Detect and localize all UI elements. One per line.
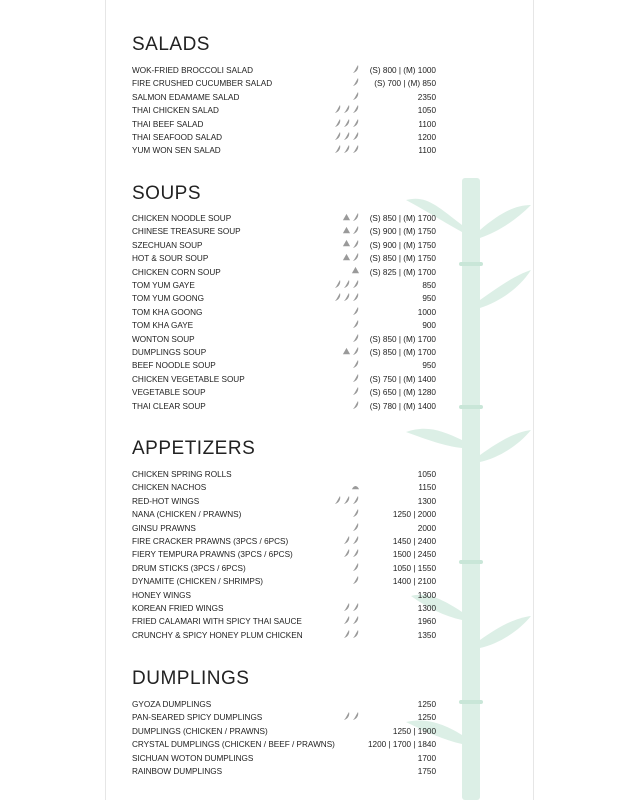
item-icons xyxy=(318,212,360,225)
egg-icon xyxy=(351,266,360,279)
menu-item xyxy=(132,386,436,399)
item-icons xyxy=(318,629,360,642)
item-name: WONTON SOUP xyxy=(132,334,195,344)
chili-icon xyxy=(343,548,351,562)
item-price: (S) 780 | (M) 1400 xyxy=(369,401,436,411)
item-icons xyxy=(318,698,360,711)
item-price: 1300 xyxy=(417,496,436,506)
chili-icon xyxy=(334,495,342,509)
menu-item xyxy=(132,535,436,548)
menu-item xyxy=(132,725,436,738)
item-icons xyxy=(318,373,360,386)
chili-icon xyxy=(352,225,360,239)
menu-item xyxy=(132,548,436,561)
item-name: CHICKEN VEGETABLE SOUP xyxy=(132,374,245,384)
item-name: CHICKEN SPRING ROLLS xyxy=(132,470,232,479)
section-title-salads: SALADS xyxy=(132,34,210,55)
item-price: 1250 | 2000 xyxy=(392,510,436,520)
menu-item xyxy=(132,346,436,359)
item-price: (S) 900 | (M) 1750 xyxy=(369,240,436,250)
item-price: 2000 xyxy=(417,523,436,533)
chili-icon xyxy=(352,319,360,333)
chili-icon xyxy=(352,346,360,360)
item-icons xyxy=(318,602,360,615)
menu-item xyxy=(132,104,436,117)
chili-icon xyxy=(334,279,342,293)
section-title-dumplings: DUMPLINGS xyxy=(132,668,250,689)
item-name: RED-HOT WINGS xyxy=(132,496,200,506)
chili-icon xyxy=(352,711,360,725)
item-price: 1500 | 2450 xyxy=(392,550,436,560)
item-icons xyxy=(318,615,360,628)
menu-item xyxy=(132,225,436,238)
item-price: 1250 xyxy=(417,713,436,723)
menu-item xyxy=(132,252,436,265)
chili-icon xyxy=(352,292,360,306)
item-name: CRUNCHY & SPICY HONEY PLUM CHICKEN xyxy=(132,630,303,640)
item-icons xyxy=(318,346,360,359)
item-name: FIRE CRUSHED CUCUMBER SALAD xyxy=(132,79,273,89)
chili-icon xyxy=(352,495,360,509)
item-icons xyxy=(318,400,360,413)
chili-icon xyxy=(334,131,342,145)
item-price: 950 xyxy=(422,294,436,304)
egg-icon xyxy=(342,226,351,239)
item-icons xyxy=(318,118,360,131)
item-name: FRIED CALAMARI WITH SPICY THAI SAUCE xyxy=(132,617,302,627)
menu-item xyxy=(132,589,436,602)
menu-item xyxy=(132,495,436,508)
item-price: (S) 750 | (M) 1400 xyxy=(369,374,436,384)
item-icons xyxy=(318,589,360,602)
item-icons xyxy=(318,252,360,265)
menu-item xyxy=(132,765,436,778)
menu-item xyxy=(132,711,436,724)
item-price: 1150 xyxy=(418,483,436,493)
menu-item xyxy=(132,239,436,252)
chili-icon xyxy=(343,629,351,643)
item-price: 1050 xyxy=(417,470,436,479)
item-name: HOT & SOUR SOUP xyxy=(132,254,209,264)
menu-item xyxy=(132,508,436,521)
item-name: CHICKEN NACHOS xyxy=(132,483,207,493)
item-name: VEGETABLE SOUP xyxy=(132,388,206,398)
item-name: TOM KHA GOONG xyxy=(132,307,203,317)
item-name: HONEY WINGS xyxy=(132,590,191,600)
item-icons xyxy=(318,752,360,765)
chili-icon xyxy=(352,212,360,226)
chili-icon xyxy=(352,575,360,589)
menu-item xyxy=(132,629,436,642)
item-name: TOM KHA GAYE xyxy=(132,321,194,331)
chili-icon xyxy=(352,400,360,414)
section-title-soups: SOUPS xyxy=(132,183,202,204)
item-price: (S) 850 | (M) 1700 xyxy=(369,334,436,344)
item-price: (S) 850 | (M) 1700 xyxy=(369,348,436,357)
item-name: DRUM STICKS (3PCS / 6PCS) xyxy=(132,563,246,573)
item-icons xyxy=(318,508,360,521)
item-price: 1750 xyxy=(417,767,436,776)
item-price: (S) 850 | (M) 1750 xyxy=(369,254,436,264)
item-price: 1700 xyxy=(417,753,436,763)
item-name: GYOZA DUMPLINGS xyxy=(132,700,212,709)
menu-item xyxy=(132,292,436,305)
menu-item xyxy=(132,522,436,535)
item-price: 1450 | 2400 xyxy=(392,537,436,546)
item-name: WOK-FRIED BROCCOLI SALAD xyxy=(132,66,254,75)
chili-icon xyxy=(352,602,360,616)
item-price: 1250 | 1900 xyxy=(392,726,436,736)
menu-item xyxy=(132,575,436,588)
chili-icon xyxy=(352,508,360,522)
item-name: GINSU PRAWNS xyxy=(132,523,196,533)
item-price: (S) 700 | (M) 850 xyxy=(374,79,436,89)
menu-item xyxy=(132,468,436,481)
chili-icon xyxy=(352,548,360,562)
item-price: (S) 850 | (M) 1700 xyxy=(369,214,436,223)
menu-item xyxy=(132,359,436,372)
chili-icon xyxy=(352,239,360,253)
item-name: TOM YUM GOONG xyxy=(132,294,205,304)
chili-icon xyxy=(343,144,351,158)
menu-item xyxy=(132,373,436,386)
item-icons xyxy=(318,91,360,104)
item-name: SICHUAN WOTON DUMPLINGS xyxy=(132,753,254,763)
chili-icon xyxy=(343,131,351,145)
egg-icon xyxy=(342,347,351,360)
item-price: 1400 | 2100 xyxy=(392,577,436,587)
cheese-icon xyxy=(351,482,360,495)
chili-icon xyxy=(352,386,360,400)
item-icons xyxy=(318,77,360,90)
menu-page xyxy=(105,0,534,800)
item-price: 1100 xyxy=(418,146,436,156)
chili-icon xyxy=(334,292,342,306)
menu-item xyxy=(132,698,436,711)
item-icons xyxy=(318,765,360,778)
item-icons xyxy=(318,225,360,238)
item-name: CRYSTAL DUMPLINGS (CHICKEN / BEEF / PRAWNS) xyxy=(132,740,335,750)
menu-item xyxy=(132,212,436,225)
item-name: THAI SEAFOOD SALAD xyxy=(132,133,223,142)
item-price: 1960 xyxy=(417,617,436,627)
chili-icon xyxy=(343,495,351,509)
item-name: PAN-SEARED SPICY DUMPLINGS xyxy=(132,713,263,723)
chili-icon xyxy=(352,118,360,132)
chili-icon xyxy=(352,629,360,643)
item-icons xyxy=(318,64,360,77)
menu-item xyxy=(132,77,436,90)
chili-icon xyxy=(352,333,360,347)
item-icons xyxy=(318,239,360,252)
chili-icon xyxy=(352,522,360,536)
chili-icon xyxy=(343,615,351,629)
chili-icon xyxy=(352,64,360,78)
menu-item xyxy=(132,562,436,575)
egg-icon xyxy=(342,213,351,226)
menu-item xyxy=(132,64,436,77)
item-name: CHINESE TREASURE SOUP xyxy=(132,227,241,237)
menu-item xyxy=(132,615,436,628)
menu-item xyxy=(132,333,436,346)
item-name: CHICKEN CORN SOUP xyxy=(132,267,221,277)
item-icons xyxy=(318,359,360,372)
menu-item xyxy=(132,752,436,765)
item-price: 1000 xyxy=(417,307,436,317)
chili-icon xyxy=(352,144,360,158)
item-price: 1250 xyxy=(417,700,436,709)
item-icons xyxy=(318,292,360,305)
item-price: 900 xyxy=(422,321,436,331)
item-icons xyxy=(318,711,360,724)
chili-icon xyxy=(352,562,360,576)
menu-item xyxy=(132,738,436,751)
item-name: TOM YUM GAYE xyxy=(132,281,195,290)
item-icons xyxy=(318,144,360,157)
item-price: (S) 825 | (M) 1700 xyxy=(369,267,436,277)
item-name: DUMPLINGS SOUP xyxy=(132,348,207,357)
item-icons xyxy=(318,131,360,144)
item-icons xyxy=(318,386,360,399)
item-icons xyxy=(318,279,360,292)
item-name: NANA (CHICKEN / PRAWNS) xyxy=(132,510,242,520)
chili-icon xyxy=(352,131,360,145)
chili-icon xyxy=(343,118,351,132)
item-name: FIERY TEMPURA PRAWNS (3PCS / 6PCS) xyxy=(132,550,293,560)
item-price: 1050 | 1550 xyxy=(392,563,436,573)
item-icons xyxy=(318,725,360,738)
chili-icon xyxy=(352,359,360,373)
item-icons xyxy=(318,575,360,588)
item-price: 850 xyxy=(422,281,436,290)
item-name: YUM WON SEN SALAD xyxy=(132,146,221,156)
chili-icon xyxy=(343,711,351,725)
chili-icon xyxy=(343,104,351,118)
chili-icon xyxy=(334,118,342,132)
chili-icon xyxy=(334,104,342,118)
item-price: 1200 xyxy=(417,133,436,142)
chili-icon xyxy=(352,535,360,549)
item-name: SALMON EDAMAME SALAD xyxy=(132,92,240,102)
item-icons xyxy=(318,468,360,481)
item-price: 1300 xyxy=(417,604,436,613)
item-name: BEEF NOODLE SOUP xyxy=(132,361,216,371)
menu-item xyxy=(132,481,436,494)
menu-item xyxy=(132,400,436,413)
item-icons xyxy=(318,535,360,548)
chili-icon xyxy=(352,104,360,118)
menu-item xyxy=(132,266,436,279)
egg-icon xyxy=(342,253,351,266)
item-name: FIRE CRACKER PRAWNS (3PCS / 6PCS) xyxy=(132,537,289,546)
item-icons xyxy=(318,306,360,319)
item-name: THAI CLEAR SOUP xyxy=(132,401,206,411)
menu-item xyxy=(132,144,436,157)
egg-icon xyxy=(342,239,351,252)
item-price: 1050 xyxy=(417,106,436,116)
menu-item xyxy=(132,131,436,144)
menu-item xyxy=(132,91,436,104)
chili-icon xyxy=(352,373,360,387)
item-icons xyxy=(318,481,360,494)
chili-icon xyxy=(343,602,351,616)
item-name: THAI CHICKEN SALAD xyxy=(132,106,219,116)
menu-item xyxy=(132,118,436,131)
item-icons xyxy=(318,333,360,346)
item-icons xyxy=(318,319,360,332)
item-price: (S) 900 | (M) 1750 xyxy=(369,227,436,237)
item-icons xyxy=(318,738,360,751)
item-icons xyxy=(318,104,360,117)
item-name: CHICKEN NOODLE SOUP xyxy=(132,214,232,223)
menu-item xyxy=(132,319,436,332)
item-price: 950 xyxy=(422,361,436,371)
item-name: SZECHUAN SOUP xyxy=(132,240,203,250)
item-name: THAI BEEF SALAD xyxy=(132,119,204,129)
chili-icon xyxy=(352,279,360,293)
item-price: 1350 xyxy=(417,630,436,640)
item-icons xyxy=(318,522,360,535)
item-price: 1300 xyxy=(417,590,436,600)
item-icons xyxy=(318,548,360,561)
item-icons xyxy=(318,266,360,279)
chili-icon xyxy=(343,535,351,549)
item-name: DYNAMITE (CHICKEN / SHRIMPS) xyxy=(132,577,264,587)
item-name: RAINBOW DUMPLINGS xyxy=(132,767,223,776)
menu-item xyxy=(132,279,436,292)
chili-icon xyxy=(352,252,360,266)
chili-icon xyxy=(343,292,351,306)
item-price: (S) 800 | (M) 1000 xyxy=(369,66,436,75)
chili-icon xyxy=(352,77,360,91)
item-price: 1200 | 1700 | 1840 xyxy=(368,740,436,750)
chili-icon xyxy=(352,91,360,105)
item-price: 2350 xyxy=(417,92,436,102)
chili-icon xyxy=(343,279,351,293)
chili-icon xyxy=(352,306,360,320)
item-name: KOREAN FRIED WINGS xyxy=(132,604,224,613)
menu-item xyxy=(132,602,436,615)
item-price: 1100 xyxy=(418,119,436,129)
chili-icon xyxy=(352,615,360,629)
item-icons xyxy=(318,495,360,508)
item-name: DUMPLINGS (CHICKEN / PRAWNS) xyxy=(132,726,268,736)
section-title-appetizers: APPETIZERS xyxy=(132,438,256,459)
item-price: (S) 650 | (M) 1280 xyxy=(369,388,436,398)
menu-item xyxy=(132,306,436,319)
chili-icon xyxy=(334,144,342,158)
item-icons xyxy=(318,562,360,575)
